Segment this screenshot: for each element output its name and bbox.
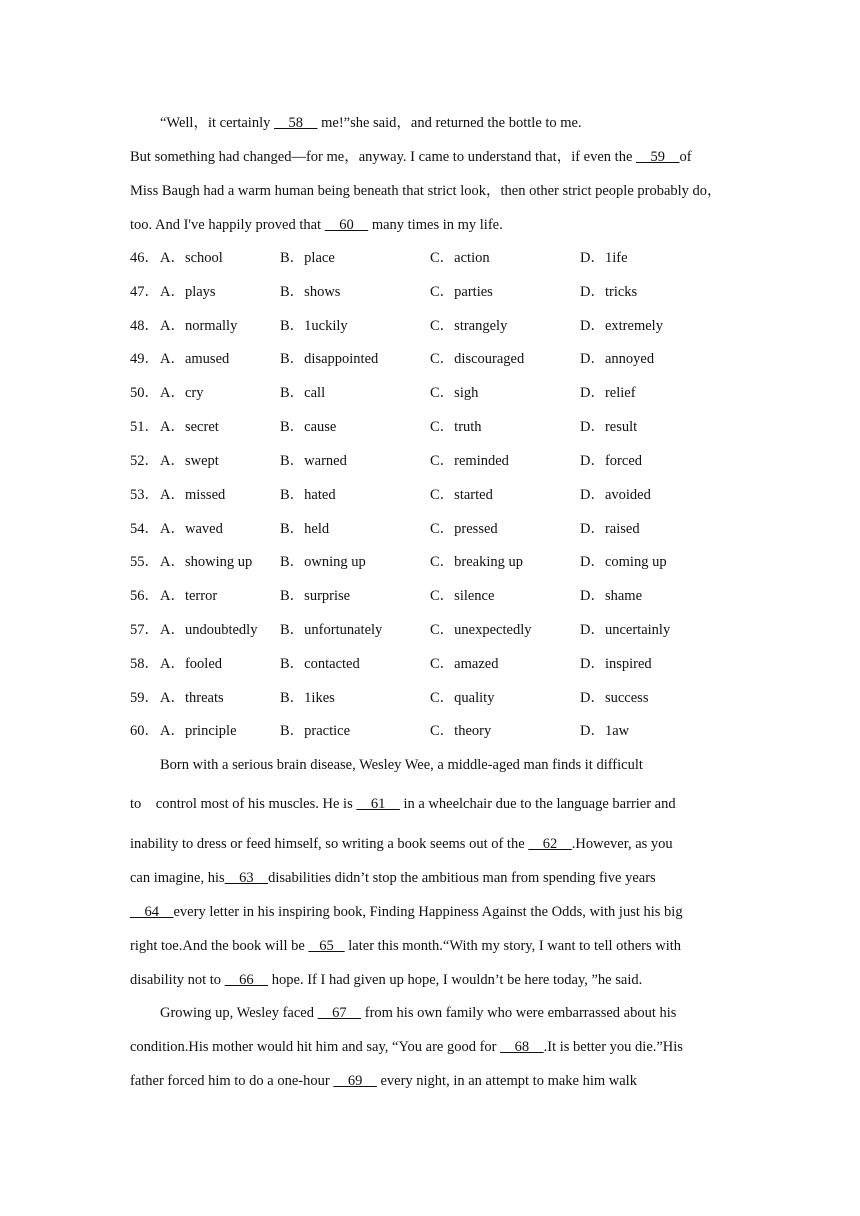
text: Born with a serious brain disease, Wesley Wee, a middle-aged man finds it difficult [160,757,643,773]
passage-line [130,1072,740,1090]
question-row [130,520,740,538]
option-c: C．theory [430,723,492,739]
question-number: 46． [130,250,159,266]
blank-68: 68 [500,1039,544,1055]
option-a: A．school [160,250,223,266]
option-c: C．truth [430,419,482,435]
text: later this month.“With my story, I want to tell others with [344,938,682,954]
question-row [130,655,740,673]
option-b: B．call [280,385,326,401]
question-number: 52． [130,453,159,469]
text: too. And I've happily proved that [130,217,325,233]
option-d: D．success [580,690,649,706]
option-c: C．action [430,250,490,266]
text: father forced him to do a one-hour [130,1073,334,1089]
text: But something had changed—for me，anyway. I came to understand that，if even the [130,149,637,165]
option-d: D．inspired [580,656,652,672]
question-number: 50． [130,385,159,401]
option-d: D．1ife [580,250,628,266]
option-b: B．cause [280,419,337,435]
option-a: A．missed [160,487,226,503]
text: every letter in his inspiring book, Finding Happiness Against the Odds, with just his big [173,904,683,920]
passage-line [160,756,770,774]
option-c: C．strangely [430,318,508,334]
option-d: D．coming up [580,554,667,570]
question-number: 48． [130,318,159,334]
option-b: B．warned [280,453,347,469]
blank-59: 59 [636,149,680,165]
blank-58: 58 [273,115,318,131]
question-number: 56． [130,588,159,604]
text: many times in my life. [368,217,503,233]
question-number: 49． [130,351,159,367]
option-b: B．held [280,521,330,537]
text: to control most of his muscles. He is [130,796,357,812]
option-d: D．shame [580,588,643,604]
option-a: A．fooled [160,656,223,672]
question-row [130,283,740,301]
blank-67: 67 [317,1005,362,1021]
blank-69: 69 [333,1073,377,1089]
option-a: A．waved [160,521,223,537]
option-b: B．hated [280,487,336,503]
passage-line [130,216,740,234]
option-d: D．extremely [580,318,663,334]
blank-64: 64 [130,904,174,920]
question-row [130,249,740,267]
option-b: B．disappointed [280,351,379,367]
option-d: D．avoided [580,487,651,503]
text: in a wheelchair due to the language barrier and [399,796,676,812]
question-number: 54． [130,521,159,537]
option-b: B．practice [280,723,351,739]
text: every night, in an attempt to make him walk [376,1073,637,1089]
question-number: 53． [130,487,159,503]
passage-line [130,148,740,166]
option-b: B．1uckily [280,318,348,334]
text: right toe.And the book will be [130,938,309,954]
text: from his own family who were embarrassed about his [361,1005,677,1021]
text: disability not to [130,972,225,988]
option-c: C．reminded [430,453,509,469]
question-row [130,452,740,470]
question-row [130,486,740,504]
text: disabilities didn’t stop the ambitious man from spending five years [268,870,656,886]
option-c: C．breaking up [430,554,524,570]
option-d: D．uncertainly [580,622,671,638]
blank-65: 65 [308,938,345,954]
option-d: D．tricks [580,284,638,300]
question-row [130,384,740,402]
option-b: B．shows [280,284,341,300]
option-d: D．forced [580,453,643,469]
question-row [130,553,740,571]
text: hope. If I had given up hope, I wouldn’t be here today, ”he said. [268,972,643,988]
option-b: B．1ikes [280,690,335,706]
option-a: A．plays [160,284,216,300]
option-c: C．quality [430,690,495,706]
option-c: C．silence [430,588,495,604]
question-number: 58． [130,656,159,672]
question-row [130,621,740,639]
blank-63: 63 [224,870,269,886]
question-row [130,722,740,740]
option-a: A．terror [160,588,218,604]
option-a: A．normally [160,318,238,334]
text: can imagine, his [130,870,225,886]
text: condition.His mother would hit him and say, “You are good for [130,1039,501,1055]
passage-line [130,869,740,887]
text: inability to dress or feed himself, so writing a book seems out of the [130,836,529,852]
option-c: C．pressed [430,521,498,537]
question-row [130,418,740,436]
question-row [130,689,740,707]
option-c: C．discouraged [430,351,525,367]
question-number: 51． [130,419,159,435]
question-number: 55． [130,554,159,570]
text: of [679,149,692,165]
option-a: A．secret [160,419,219,435]
option-d: D．raised [580,521,640,537]
option-b: B．unfortunately [280,622,383,638]
passage-line [130,937,740,955]
option-d: D．relief [580,385,636,401]
option-c: C．unexpectedly [430,622,532,638]
question-number: 47． [130,284,159,300]
blank-62: 62 [528,836,572,852]
passage-line [130,182,740,200]
blank-60: 60 [324,217,369,233]
option-a: A．showing up [160,554,253,570]
text: Growing up, Wesley faced [160,1005,318,1021]
passage-line [160,114,770,132]
passage-line [130,795,740,813]
blank-61: 61 [356,796,400,812]
passage-line [130,835,740,853]
question-row [130,587,740,605]
text: Miss Baugh had a warm human being beneath that strict look，then other strict people probably do， [130,183,722,199]
option-a: A．swept [160,453,219,469]
text: “Well，it certainly [160,115,274,131]
passage-line [160,1004,770,1022]
option-d: D．result [580,419,638,435]
option-a: A．principle [160,723,237,739]
option-d: D．annoyed [580,351,655,367]
option-b: B．contacted [280,656,360,672]
question-number: 60． [130,723,159,739]
passage-line [130,1038,740,1056]
option-a: A．cry [160,385,204,401]
option-c: C．amazed [430,656,499,672]
text: .It is better you die.”His [543,1039,683,1055]
option-a: A．amused [160,351,230,367]
question-row [130,317,740,335]
option-c: C．started [430,487,493,503]
passage-line [130,903,740,921]
blank-66: 66 [224,972,269,988]
option-c: C．sigh [430,385,479,401]
option-a: A．threats [160,690,224,706]
text: .However, as you [571,836,673,852]
option-b: B．surprise [280,588,351,604]
question-number: 59． [130,690,159,706]
text: me!”she said，and returned the bottle to me. [317,115,582,131]
option-b: B．owning up [280,554,366,570]
question-row [130,350,740,368]
question-number: 57． [130,622,159,638]
option-d: D．1aw [580,723,630,739]
option-a: A．undoubtedly [160,622,258,638]
option-c: C．parties [430,284,493,300]
option-b: B．place [280,250,335,266]
passage-line [130,971,740,989]
